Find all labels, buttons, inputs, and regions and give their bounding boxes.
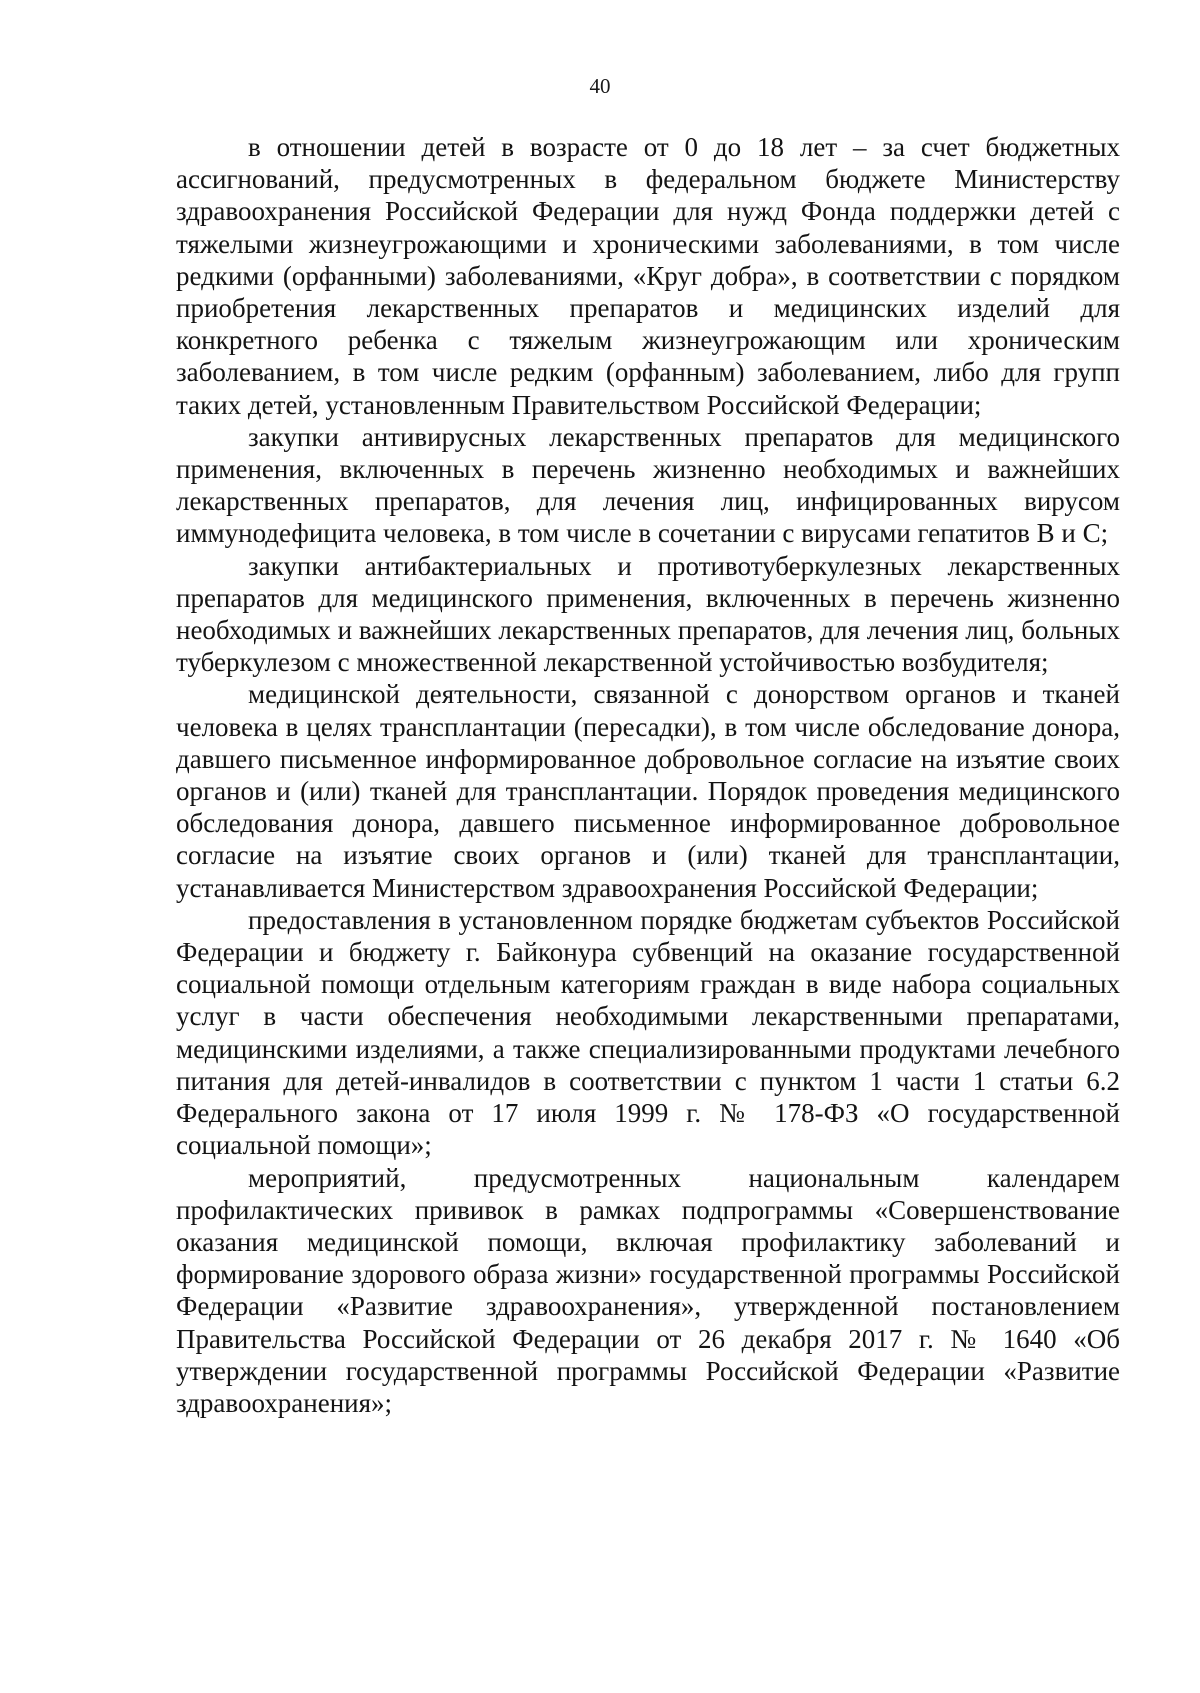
document-body xyxy=(176,131,1120,1419)
paragraph-antibacterial-purchases: закупки антибактериальных и противотуберкулезных лекарственных препаратов для медицинского применения, включенных в перечень жизненно необходимых и важнейших лекарственных препаратов, для лечения лиц, больных туберкулезом с множественной лекарственной устойчивостью возбудителя; xyxy=(176,550,1120,678)
paragraph-antiviral-purchases: закупки антивирусных лекарственных препаратов для медицинского применения, включенных в перечень жизненно необходимых и важнейших лекарственных препаратов, для лечения лиц, инфицированных вирусом иммунодефицита человека, в том числе в сочетании с вирусами гепатитов В и С; xyxy=(176,421,1120,549)
page-number: 40 xyxy=(589,74,611,98)
paragraph-subventions: предоставления в установленном порядке бюджетам субъектов Российской Федерации и бюджету г. Байконура субвенций на оказание государственной социальной помощи отдельным категориям граждан в виде набора социальных услуг в части обеспечения необходимыми лекарственными препаратами, медицинскими изделиями, а также специализированными продуктами лечебного питания для детей-инвалидов в соответствии с пунктом 1 части 1 статьи 6.2 Федерального закона от 17 июля 1999 г. № 178-ФЗ «О государственной социальной помощи»; xyxy=(176,904,1120,1161)
paragraph-vaccination-calendar: мероприятий, предусмотренных национальным календарем профилактических прививок в рамках подпрограммы «Совершенствование оказания медицинской помощи, включая профилактику заболеваний и формирование здорового образа жизни» государственной программы Российской Федерации «Развитие здравоохранения», утвержденной постановлением Правительства Российской Федерации от 26 декабря 2017 г. № 1640 «Об утверждении государственной программы Российской Федерации «Развитие здравоохранения»; xyxy=(176,1162,1120,1418)
paragraph-organ-donation: медицинской деятельности, связанной с донорством органов и тканей человека в целях трансплантации (пересадки), в том числе обследование донора, давшего письменное информированное добровольное согласие на изъятие своих органов и (или) тканей для трансплантации. Порядок проведения медицинского обследования донора, давшего письменное информированное добровольное согласие на изъятие своих органов и (или) тканей для трансплантации, устанавливается Министерством здравоохранения Российской Федерации; xyxy=(176,679,1120,903)
paragraph-children-funding: в отношении детей в возрасте от 0 до 18 лет – за счет бюджетных ассигнований, предусмотренных в федеральном бюджете Министерству здравоохранения Российской Федерации для нужд Фонда поддержки детей с тяжелыми жизнеугрожающими и хроническими заболеваниями, в том числе редкими (орфанными) заболеваниями, «Круг добра», в соответствии с порядком приобретения лекарственных препаратов и медицинских изделий для конкретного ребенка с тяжелым жизнеугрожающим или хроническим заболеванием, в том числе редким (орфанным) заболеванием, либо для групп таких детей, установленным Правительством Российской Федерации; xyxy=(176,132,1120,420)
